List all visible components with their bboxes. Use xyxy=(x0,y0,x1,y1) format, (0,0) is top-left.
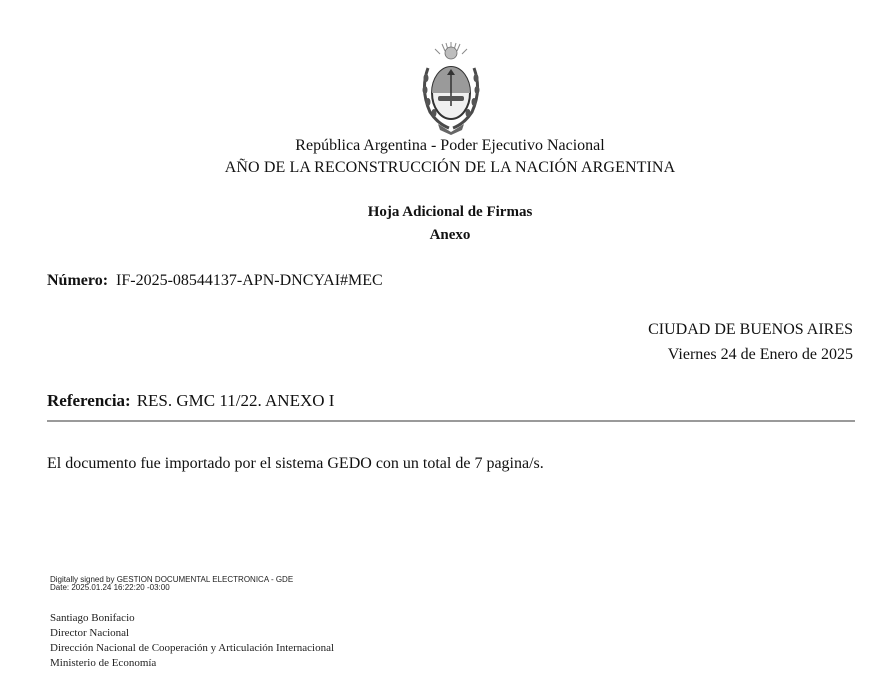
document-subtitle: Anexo xyxy=(429,227,471,243)
header-republica: República Argentina - Poder Ejecutivo Nacional xyxy=(295,137,605,154)
document-number-value: IF-2025-08544137-APN-DNCYAI#MEC xyxy=(116,272,383,289)
document-number xyxy=(47,272,383,290)
signer-name: Santiago Bonifacio xyxy=(50,612,135,624)
body-text: El documento fue importado por el sistema GEDO con un total de 7 pagina/s. xyxy=(47,455,544,472)
reference xyxy=(47,391,334,411)
digital-signature-date: Date: 2025.01.24 16:22:20 -03:00 xyxy=(50,583,170,592)
signer-office: Dirección Nacional de Cooperación y Articulación Internacional xyxy=(50,642,335,654)
document-title: Hoja Adicional de Firmas xyxy=(367,204,533,220)
reference-label: Referencia: xyxy=(47,391,131,410)
coat-of-arms-argentina-icon xyxy=(416,40,486,136)
digital-signature-block xyxy=(50,576,293,592)
digital-signature-signed-by: Digitally signed by GESTION DOCUMENTAL ELECTRONICA - GDE xyxy=(50,575,294,584)
place-city: CIUDAD DE BUENOS AIRES xyxy=(648,321,853,338)
place-date: Viernes 24 de Enero de 2025 xyxy=(667,346,853,363)
signer-ministry: Ministerio de Economía xyxy=(50,657,157,669)
signer-block xyxy=(50,611,334,671)
divider xyxy=(47,420,855,422)
signer-position: Director Nacional xyxy=(50,627,130,639)
header-year-motto: AÑO DE LA RECONSTRUCCIÓN DE LA NACIÓN ARGENTINA xyxy=(224,159,676,176)
reference-value: RES. GMC 11/22. ANEXO I xyxy=(136,391,335,410)
document-number-label: Número: xyxy=(47,272,109,289)
